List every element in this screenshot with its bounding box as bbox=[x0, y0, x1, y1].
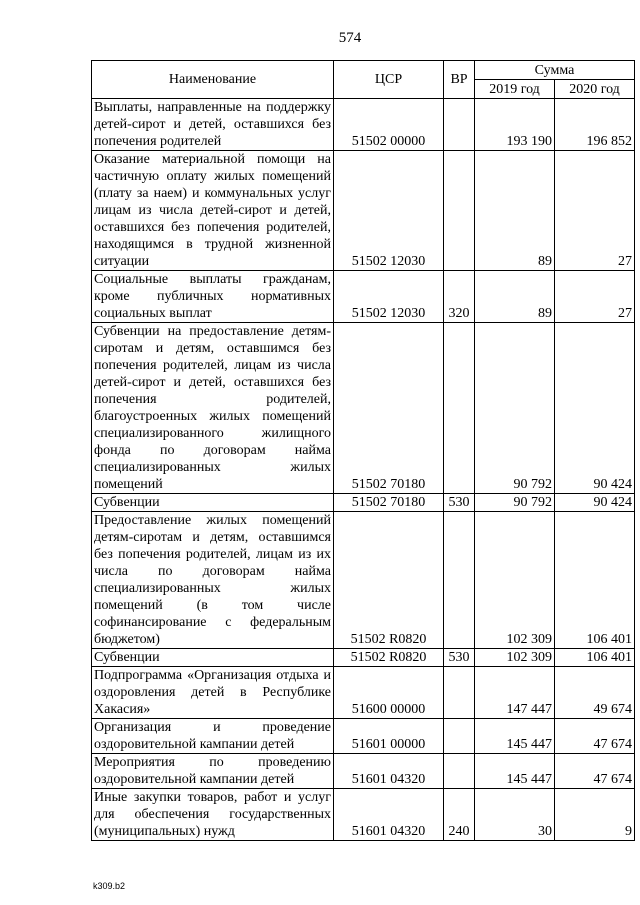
row-amount-2020: 47 674 bbox=[555, 754, 635, 789]
row-vr: 320 bbox=[444, 271, 475, 323]
row-amount-2019: 30 bbox=[475, 789, 555, 841]
row-name: Субвенции bbox=[92, 649, 334, 667]
table-row bbox=[92, 754, 635, 789]
row-vr: 530 bbox=[444, 494, 475, 512]
row-vr: 240 bbox=[444, 789, 475, 841]
table-row bbox=[92, 719, 635, 754]
row-name: Организация и проведение оздоровительной кампании детей bbox=[92, 719, 334, 754]
row-vr bbox=[444, 512, 475, 649]
row-amount-2019: 147 447 bbox=[475, 667, 555, 719]
row-csr: 51502 12030 bbox=[334, 271, 444, 323]
row-name: Оказание материальной помощи на частичную оплату жилых помещений (плату за наем) и коммунальных услуг лицам из числа детей-сирот и детей, оставшихся без попечения родителей, находящимся в трудной жизненной ситуации bbox=[92, 151, 334, 271]
row-amount-2020: 27 bbox=[555, 271, 635, 323]
row-csr: 51502 12030 bbox=[334, 151, 444, 271]
budget-table bbox=[91, 60, 635, 841]
row-vr bbox=[444, 99, 475, 151]
row-csr: 51502 70180 bbox=[334, 494, 444, 512]
row-name: Субвенции на предоставление детям-сиротам и детям, оставшимся без попечения родителей, лицам из числа детей-сирот и детей, оставшихся без попечения родителей, благоустроенных жилых помещений специализированного жилищного фонда по договорам найма специализированных жилых помещений bbox=[92, 323, 334, 494]
row-amount-2019: 145 447 bbox=[475, 719, 555, 754]
row-amount-2019: 90 792 bbox=[475, 494, 555, 512]
table-row bbox=[92, 494, 635, 512]
footer-code: k309.b2 bbox=[93, 881, 126, 891]
row-amount-2020: 106 401 bbox=[555, 649, 635, 667]
row-name: Подпрограмма «Организация отдыха и оздоровления детей в Республике Хакасия» bbox=[92, 667, 334, 719]
page-number: 574 bbox=[338, 30, 362, 46]
row-csr: 51502 70180 bbox=[334, 323, 444, 494]
row-name: Мероприятия по проведению оздоровительной кампании детей bbox=[92, 754, 334, 789]
header-year-2020: 2020 год bbox=[555, 80, 635, 99]
row-name: Выплаты, направленные на поддержку детей-сирот и детей, оставшихся без попечения родителей bbox=[92, 99, 334, 151]
table-row bbox=[92, 667, 635, 719]
row-amount-2020: 90 424 bbox=[555, 323, 635, 494]
row-vr bbox=[444, 754, 475, 789]
row-vr bbox=[444, 667, 475, 719]
row-amount-2019: 102 309 bbox=[475, 649, 555, 667]
row-amount-2019: 89 bbox=[475, 151, 555, 271]
row-csr: 51502 00000 bbox=[334, 99, 444, 151]
table-row bbox=[92, 789, 635, 841]
row-amount-2019: 90 792 bbox=[475, 323, 555, 494]
row-amount-2020: 49 674 bbox=[555, 667, 635, 719]
row-amount-2020: 27 bbox=[555, 151, 635, 271]
row-vr bbox=[444, 719, 475, 754]
row-vr bbox=[444, 151, 475, 271]
row-amount-2019: 102 309 bbox=[475, 512, 555, 649]
table-row bbox=[92, 512, 635, 649]
row-amount-2020: 90 424 bbox=[555, 494, 635, 512]
row-name: Иные закупки товаров, работ и услуг для обеспечения государственных (муниципальных) нужд bbox=[92, 789, 334, 841]
table-row bbox=[92, 323, 635, 494]
row-csr: 51502 R0820 bbox=[334, 512, 444, 649]
row-amount-2020: 196 852 bbox=[555, 99, 635, 151]
row-name: Предоставление жилых помещений детям-сиротам и детям, оставшимся без попечения родителей, лицам из их числа по договорам найма специализированных жилых помещений (в том числе софинансирование с федеральным бюджетом) bbox=[92, 512, 334, 649]
row-name: Социальные выплаты гражданам, кроме публичных нормативных социальных выплат bbox=[92, 271, 334, 323]
header-year-2019: 2019 год bbox=[475, 80, 555, 99]
row-csr: 51601 04320 bbox=[334, 754, 444, 789]
row-vr: 530 bbox=[444, 649, 475, 667]
header-row bbox=[92, 61, 635, 80]
row-amount-2020: 106 401 bbox=[555, 512, 635, 649]
header-vr: ВР bbox=[444, 61, 475, 99]
row-csr: 51600 00000 bbox=[334, 667, 444, 719]
row-amount-2020: 47 674 bbox=[555, 719, 635, 754]
row-amount-2019: 145 447 bbox=[475, 754, 555, 789]
row-amount-2020: 9 bbox=[555, 789, 635, 841]
table-row bbox=[92, 99, 635, 151]
table-row bbox=[92, 151, 635, 271]
row-amount-2019: 89 bbox=[475, 271, 555, 323]
header-name: Наименование bbox=[92, 61, 334, 99]
header-csr: ЦСР bbox=[334, 61, 444, 99]
row-csr: 51601 04320 bbox=[334, 789, 444, 841]
header-sum: Сумма bbox=[475, 61, 635, 80]
row-amount-2019: 193 190 bbox=[475, 99, 555, 151]
table-row bbox=[92, 271, 635, 323]
table-row bbox=[92, 649, 635, 667]
row-csr: 51502 R0820 bbox=[334, 649, 444, 667]
row-csr: 51601 00000 bbox=[334, 719, 444, 754]
row-name: Субвенции bbox=[92, 494, 334, 512]
row-vr bbox=[444, 323, 475, 494]
